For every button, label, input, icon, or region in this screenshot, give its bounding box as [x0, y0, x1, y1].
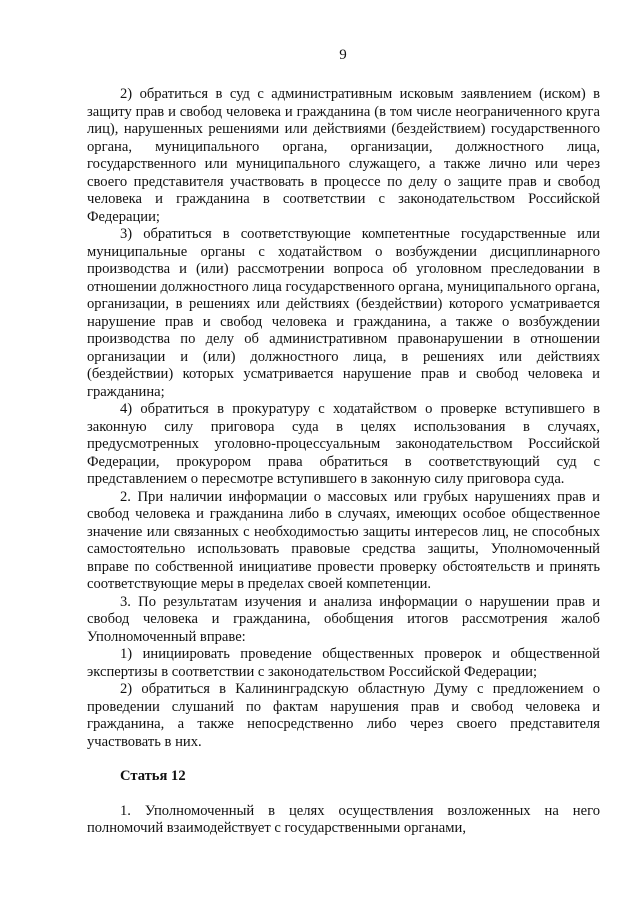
paragraph-public-inspections: 1) инициировать проведение общественных проверок и общественной экспертизы в соответствии с законодательством Российской Федерации; — [87, 646, 600, 680]
document-body — [87, 86, 600, 838]
paragraph-duma-hearings: 2) обратиться в Калининградскую областную Думу с предложением о проведении слушаний по фактам нарушения прав и свобод человека и гражданина, а также непосредственно либо через своего представителя участвовать в них. — [87, 681, 600, 750]
paragraph-article-12-interaction: 1. Уполномоченный в целях осуществления возложенных на него полномочий взаимодействует с государственными органами, — [87, 802, 600, 836]
page-number: 9 — [339, 47, 347, 63]
article-heading: Статья 12 — [120, 768, 186, 784]
paragraph-analysis-results: 3. По результатам изучения и анализа информации о нарушении прав и свобод человека и гражданина, обобщения итогов рассмотрения жалоб Уполномоченный вправе: — [87, 593, 600, 645]
paragraph-court-appeal: 2) обратиться в суд с административным исковым заявлением (иском) в защиту прав и свобод человека и гражданина (в том числе неограниченного круга лиц), нарушенных решениями или действиями (бездействием) государственного органа, муниципального органа, организации, должностного лица, государственного или муниципального служащего, а также лично или через своего представителя участвовать в процессе по делу о защите прав и свобод человека и гражданина в соответствии с законодательством Российской Федерации; — [87, 86, 600, 225]
paragraph-prosecutor-petition: 4) обратиться в прокуратуру с ходатайством о проверке вступившего в законную силу приговора суда в целях использования в случаях, предусмотренных уголовно-процессуальным законодательством Российской Федерации, прокурором права обратиться в соответствующий суд с представлением о пересмотре вступившего в законную силу приговора суда. — [87, 401, 600, 487]
paragraph-competent-bodies-petition: 3) обратиться в соответствующие компетентные государственные или муниципальные органы с ходатайством о возбуждении дисциплинарного производства и (или) рассмотрении вопроса об уголовном преследовании в отношении должностного лица государственного органа, муниципального органа, организации, в решениях или действиях (бездействии) которого усматривается нарушение прав и свобод человека и гражданина, а также о возбуждении производства по делу об административном правонарушении в отношении организации и (или) должностного лица, в решениях или действиях (бездействии) которых усматривается нарушение прав и свобод человека и гражданина; — [87, 226, 600, 400]
paragraph-own-initiative-inspection: 2. При наличии информации о массовых или грубых нарушениях прав и свобод человека и гражданина либо в случаях, имеющих особое общественное значение или связанных с необходимостью защиты интересов лиц, не способных самостоятельно использовать правовые средства защиты, Уполномоченный вправе по собственной инициативе провести проверку обстоятельств и принять соответствующие меры в пределах своей компетенции. — [87, 488, 600, 592]
